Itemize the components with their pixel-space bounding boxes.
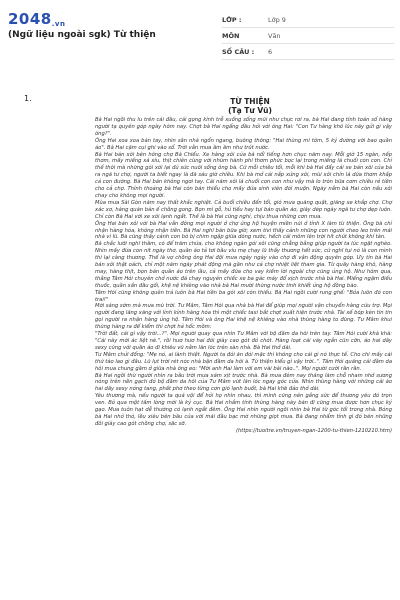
story-body [95,117,392,435]
meta-label: LỚP : [222,12,260,28]
logo-text: 2048 [8,10,52,28]
paragraph: Ông Hai xoa xoa bàn tay, nhìn sân nhà ngổn ngang, buông thõng: "Hai thùng mì tôm, 5 ký đường với bao quần áo". Bà Hai cặm cụi ghi vào sổ. Trời vẫn mưa ầm ầm như trút nước. [95,137,392,151]
meta-row-class [222,12,394,28]
paragraph: Mùa mưa Sài Gòn năm nay thất khắc nghiệt. Cả buổi chiều đến tối, gió mưa quăng quật, giăng xe khắp chợ. Chợ xác xơ, hàng quán bán ế chồng gong. Bọn mì gỗ, hủ tiếu hay tụi bán quần áo, giày dép ngày ngã tư chợ dẹp luôn. Chỉ còn Bà Hai với xe xôi lạnh ngắt. Thế là bà Hai cũng nghỉ, chịu thua những cơn mưa. [95,199,392,220]
paragraph: Tư Mâm chửi đổng: "Mẹ nó, ai lành thiệt. Người ta đói ăn đói mặc thì không cho cái gì nó thực tế. Cho chi mấy cái thứ tào lao gì đâu. Lũ lụt trời rét nóc nhà bận đầm da hôi à. Từ thiện kiểu gì vậy trời..". Tâm Hói quăng cái đầm da hôi mua chung gầm ở giữa nhà ông eo: "Mời anh Hai làm với em vài bài nào..". Mọi người cười rần rần. [95,351,392,372]
meta-row-subject [222,28,394,44]
paragraph: Bà Hai ngồi thu lu trên cái đầu, cái gọng kính trễ xuống sống mũi như chực rơi ra, bà Hai đang tính toán số hàng người tạ quyên góp ngày hôm nay. Chợt bà Hai ngẩng đầu hỏi với ông Hai: "Con Tư hàng khô lúc nãy gửi gì vậy ông?". [95,117,392,137]
meta-label: MÔN [222,28,260,44]
paragraph: Tâm Hói cũng không quên trả luôn bà Hai tiền ba gói xôi còn thiếu. Bà Hai ngồi cười rung ghế: "Bỏa luôn đó con trai!" [95,289,392,303]
logo-suffix: .vn [51,20,66,28]
meta-value: Văn [260,28,394,44]
meta-value: 6 [260,44,394,60]
story-author: (Tạ Tư Vũ) [228,106,272,115]
paragraph: Bà Hai ngồi thừ người nhìn ra bầu trời mưa xám xịt trước nhà. Bà mưa đêm nay tháng làm chỗ nham nhở sương nóng trên nền gạch đỏ bộ đầm da hôi của Tư Mâm vứt lăn lóc ngay góc cửa. Nhìn thùng hàng với những cái áo hai dây sexy nóng tang, phất phơ theo từng cơn gió lạnh buốt, bà Hai khẽ đảo thở dài. [95,372,392,393]
meta-table [222,12,394,60]
site-logo[interactable] [8,10,65,28]
paragraph: Yêu thương mà, nếu người ta quá vội để hỏi họ nhìn nhau, thì mình cũng nên gắng sức để thương yêu đó trọn ven. Bỏ qua một tấm lòng mới là ký cục. Bà Hai nhắm tính thùng hàng này bán đi cũng mua được hơn chục ký gạo. Mưa tuôn hạt dễ thường có lạnh ngắt đêm. Ông Hai nhìn người ngồi nhìn bà Hai từ góc tối trong nhà. Bóng bà Hai nhỏ thó, lều xiêu bên bầu của với mái đầu bạc mờ những giọt mưa. Bà đang nhẩm tính gì đó bên những đôi giày cao gót chồng chợ, sặc sỡ. [95,393,392,427]
paragraph: Ông Hai bán xôi với bà Hai vẫn đông mọi người ở chợ ủng hộ huyện miền núi ở tỉnh X làm từ thiện. Ông bà chỉ nhận hàng hóa, không nhận tiền. Bà Hai nghĩ bán bữa giờ; xem tivi thấy cảnh những con người cheo leo trên mái nhà vì lũ. Bà cũng thấy cảnh con bò bị chìm ngập giữa dòng nước, hếch cái mõm lên trời hít chút không khí tàn. [95,220,392,241]
document-title: (Ngữ liệu ngoài sgk) Từ thiện [8,30,156,40]
paragraph: Mới sáng sớm mà mưa mù trời. Tư Mâm, Tâm Hói qua nhà bà Hai để giúp mọi người vận chuyển hàng cứu trợ. Mọi người đang lăng xăng với lỉnh kỉnh hàng hóa thì một chiếc taxi bắt chợt xuất hiện trước nhà. Tài xế bóp kèn tin tin gọi người ra nhận hàng ủng hộ. Tâm Hói và ông Hai khệ nệ khiêng vào nhà thùng hàng to đùng. Tư Mâm khui thùng hàng ra để kiểm thì chợt hả hốc mồm: [95,303,392,331]
meta-value: Lớp 9 [260,12,394,28]
question-number: 1. [24,94,32,103]
paragraph: Bà chắc lưỡi nghĩ thầm, có để trăm chứa, cho không ngàn gói xôi cũng chẳng bằng giúp người ta lúc ngặt nghèo. Nhìn mấy đứa con nít ngày thơ, quần áo tả tơi bầu víu mẹ chạy lũ thấy thương hết sức, cứ nghĩ tụi nó là con mình thì lại càng thương. Thế là vợ chồng ông Hai đội mưa ngày ngày vào chợ đi vận động quyên góp. Ưy tín bà Hai bán xôi thật oách, chỉ một năm ngày phát động mà gần như cả chợ nhiệt liệt tham gia. Từ quầy hàng khô, hàng may, hàng thịt, bọn bán quần áo trên lầu, cả mấy đứa cho vay kiếm lời ngoài chợ cũng ủng hộ. Như hôm qua, thằng Tâm Hói chuyên chở nước đá chạy nguyên chiếc xe ba gác máy đổ xịch trước nhà bà Hai. Miếng ngậm điếu thuốc, quần xắn đầu gối, khệ nệ khiêng vào nhà bà Hai mười thùng nước tinh khiết ủng hộ đồng bào. [95,241,392,289]
story-title: TỪ THIỆN [230,97,270,106]
story-title-block [100,97,400,115]
meta-row-count [222,44,394,60]
paragraph: Bà Hai bán xôi bên hông chợ Bà Chiểu. Xe hàng xôi của bà nổi tiếng hơn chục năm nay. Mỗi giờ 15 ngàn, nếp thơm, mấy miếng xá xíu, thịt chiên cùng với nhúm hành phi thơm phức bọc lại trong miếng lá chuối con con. Chỉ thế thôi mà những gói xôi lại đủ sức nuôi sống ông bà. Cứ mỗi chiều tối, mỗi khi bà Hai đẩy cái xe bán xôi của bà ra ngã tư chợ, người ta biết ngay là đã sáu giờ chiều. Khi bà mở cái nắp xửng xôi, mùi xôi chín lá dứa thơm khắp cả con đường. Bà Hai bán không ngơi tay. Cái năm xôi lá chuối con con như vậy mà lo tròn bữa cơm chiều rẻ tiền cho cả chợ. Thỉnh thoảng bà Hai còn bán thiếu cho mấy đứa sinh viên đói muộn. Ngày nắm bà Hai còn nấu xôi chay cho không mọi người. [95,151,392,199]
paragraph: "Trời đất, cái gì vậy trời...?". Mọi người quay qua nhìn Tư Mâm với bộ đầm da hôi trên tay. Tâm Hói cười khà khà: "Cái này mới ác liệt nè.", rồi hươ hươ hai đôi giày cao gót đỏ chót. Hàng loạt cái váy ngắn cũn cỡn, áo hai dây sexy cùng với quần áo đi khiêu vũ nằm lăn lóc trên sàn nhà. Bà Hai thở dài. [95,331,392,351]
source-link[interactable]: (https://tuoitre.vn/truyen-ngan-1200-tu-thien-1210210.htm) [236,427,392,434]
meta-label: SỐ CÂU : [222,44,260,60]
